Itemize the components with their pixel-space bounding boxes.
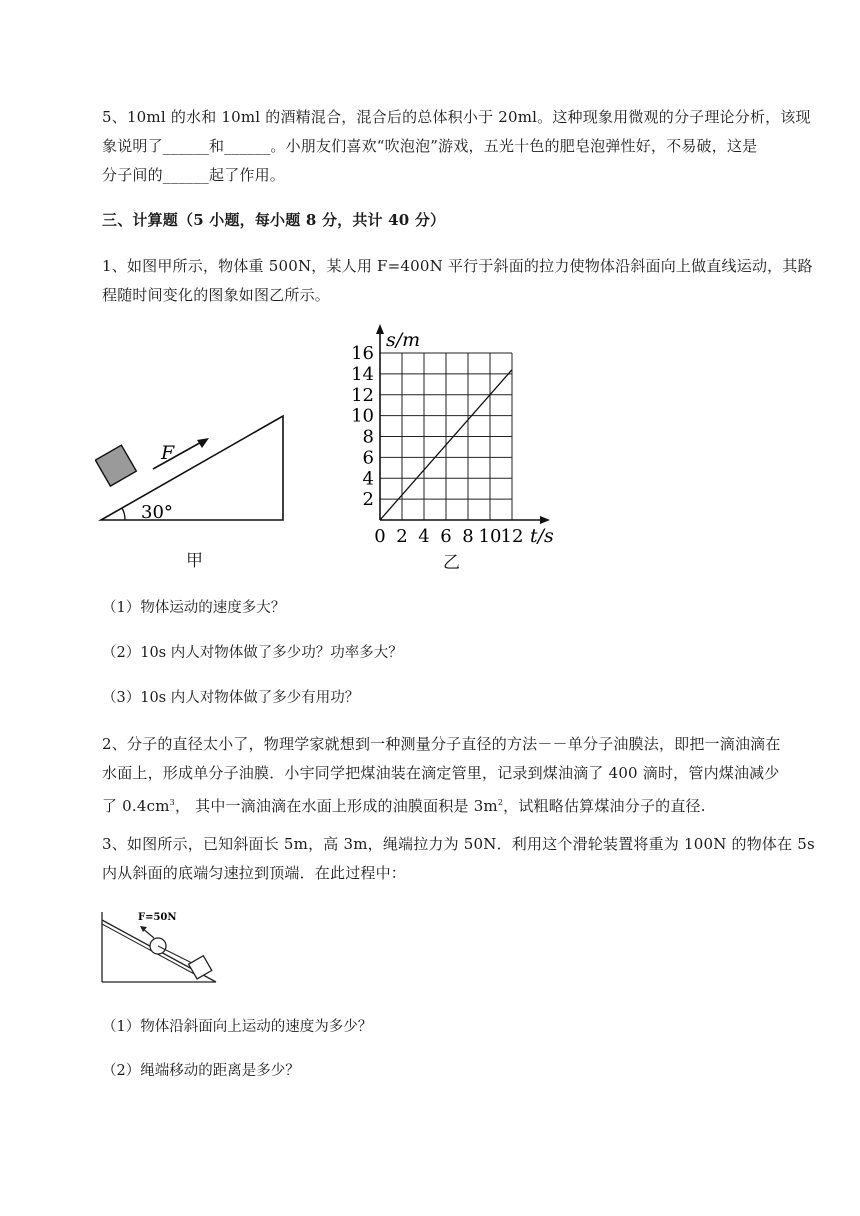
p1-sub-1: （1）物体运动的速度多大？: [102, 600, 286, 616]
p3-line-2: 内从斜面的底端匀速拉到顶端．在此过程中：: [102, 864, 407, 882]
x-tick-label: 6: [440, 526, 452, 547]
figure-jia-caption: 甲: [186, 551, 203, 571]
p3-sub-2: （2）绳端移动的距离是多少？: [102, 1063, 300, 1079]
y-tick-label: 14: [351, 363, 374, 385]
block: [95, 445, 136, 486]
angle-arc: [122, 508, 125, 520]
q5-line-3: 分子间的______起了作用。: [102, 166, 286, 184]
y-axis-label: s/m: [386, 329, 421, 351]
force-label: F: [161, 442, 175, 464]
figure-pulley-incline: [98, 908, 223, 986]
p2-line-3-a: 了 0.4cm: [102, 797, 170, 815]
y-tick-label: 2: [362, 489, 374, 511]
figure-yi-caption: 乙: [443, 553, 460, 573]
y-tick-label: 4: [362, 468, 374, 490]
p2-line-3: [102, 788, 802, 821]
y-tick-label: 12: [351, 384, 374, 406]
p3-line-1: 3、如图所示，已知斜面长 5m，高 3m，绳端拉力为 50N．利用这个滑轮装置将重为 100N 的物体在 5s: [102, 835, 815, 853]
y-axis-arrow: [376, 324, 384, 334]
x-tick-label: 12: [500, 526, 524, 547]
problem-3-text: [102, 830, 815, 888]
p3-sub-1: （1）物体沿斜面向上运动的速度为多少？: [102, 1019, 373, 1035]
x-tick-label: 10: [478, 526, 502, 547]
figure-jia-incline: [95, 405, 295, 530]
x-axis-label: t/s: [530, 525, 554, 547]
p2-line-3-c: ，试粗略估算煤油分子的直径.: [503, 797, 706, 815]
p2-line-2: 水面上，形成单分子油膜．小宇同学把煤油装在滴定管里，记录到煤油滴了 400 滴时，管内煤油减少: [102, 764, 780, 782]
y-tick-label: 10: [351, 405, 374, 427]
x-tick-label: 2: [396, 526, 408, 547]
question-5: [102, 103, 811, 190]
p2-line-1: 2、分子的直径太小了，物理学家就想到一种测量分子直径的方法－－单分子油膜法，即把一滴油滴在: [102, 735, 781, 753]
slope-line-2: [102, 924, 198, 976]
y-tick-label: 16: [351, 343, 374, 364]
section-3-title: 三、计算题（5 小题，每小题 8 分，共计 40 分）: [102, 211, 446, 229]
pulley-block: [189, 956, 212, 979]
x-tick-label: 8: [462, 526, 474, 547]
angle-label: 30°: [141, 502, 173, 523]
p2-line-3-b: ， 其中一滴油滴在水面上形成的油膜面积是 3m: [174, 797, 498, 815]
p1-sub-3: （3）10s 内人对物体做了多少有用功？: [102, 690, 360, 706]
y-tick-label: 6: [362, 447, 374, 469]
figure-yi-chart: [330, 318, 570, 550]
p1-line-1: 1、如图甲所示，物体重 500N，某人用 F=400N 平行于斜面的拉力使物体沿斜面向上做直线运动，其路: [102, 257, 813, 275]
p2-sup-m2: 2: [497, 798, 504, 807]
problem-2-text: [102, 730, 802, 821]
x-axis-arrow: [540, 516, 550, 524]
x-tick-label: 4: [418, 526, 430, 547]
q5-line-2: 象说明了______和______。小朋友们喜欢“吹泡泡”游戏，五光十色的肥皂泡弹性好，不易破，这是: [102, 137, 758, 155]
x-tick-label: 0: [374, 526, 386, 547]
p1-line-2: 程随时间变化的图象如图乙所示。: [102, 286, 331, 304]
q5-line-1: 5、10ml 的水和 10ml 的酒精混合，混合后的总体积小于 20ml。这种现象用微观的分子理论分析，该现: [102, 108, 811, 126]
pulley-force-label: F=50N: [138, 912, 177, 923]
section-3-heading: [102, 206, 802, 235]
y-tick-label: 8: [362, 426, 374, 448]
p2-sup-cm3: 3: [169, 798, 175, 807]
problem-1-text: [102, 252, 813, 310]
p1-sub-2: （2）10s 内人对物体做了多少功？功率多大？: [102, 645, 403, 661]
